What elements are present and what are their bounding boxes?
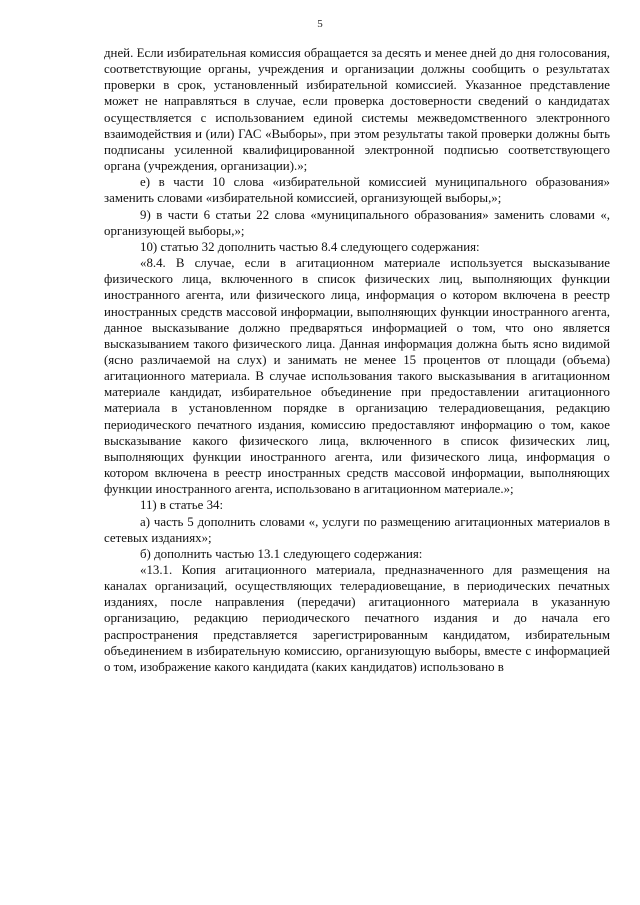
paragraph-item-9: 9) в части 6 статьи 22 слова «муниципального образования» заменить словами «, организующей выборы,»; [104, 207, 610, 238]
paragraph-item-b: б) дополнить частью 13.1 следующего содержания: [140, 546, 423, 561]
paragraph-continuation: дней. Если избирательная комиссия обращается за десять и менее дней до дня голосования, соответствующие органы, учреждения и организации должны сообщить о результатах проверки в срок, установленный избирательной комиссией. Указанное представление может не направляться в случае, если проверка достоверности сведений о кандидатах осуществляется с использованием единой системы межведомственного электронного взаимодействия и (или) ГАС «Выборы», при этом результаты такой проверки должны быть подписаны усиленной квалифицированной электронной подписью соответствующего органа (учреждения, организации).»; [104, 46, 610, 174]
document-body [104, 45, 610, 675]
paragraph-item-11: 11) в статье 34: [140, 498, 224, 513]
page-number: 5 [317, 18, 323, 30]
paragraph-part-8-4: «8.4. В случае, если в агитационном материале используется высказывание физического лица, включенного в список физических лиц, выполняющих функции иностранного агента, или физического лица, информация о котором включена в реестр иностранных средств массовой информации, выполняющих функции иностранного агента, данное высказывание должно предваряться информацией о том, что оно является высказыванием такого физического лица. Данная информация должна быть ясно видимой (ясно различаемой на слух) и занимать не менее 15 процентов от площади (объема) агитационного материала. В случае использования такого высказывания в агитационном материале кандидат, избирательное объединение при предоставлении агитационного материала в установленном порядке в организацию телерадиовещания, редакцию периодического печатного издания, комиссию предоставляют информацию о том, какое высказывание какого физического лица, включенного в список физических лиц, выполняющих функции иностранного агента, или физического лица, информация о котором включена в реестр иностранных средств массовой информации, выполняющих функции иностранного агента, использовано в агитационном материале.»; [104, 256, 610, 497]
paragraph-item-10: 10) статью 32 дополнить частью 8.4 следующего содержания: [140, 239, 480, 254]
paragraph-part-13-1: «13.1. Копия агитационного материала, предназначенного для размещения на каналах организаций, осуществляющих телерадиовещание, в периодических печатных изданиях, после направления (передачи) агитационного материала в указанную организацию, редакцию периодического печатного издания и до начала его распространения представляется зарегистрированным кандидатом, избирательным объединением в избирательную комиссию, организующую выборы, вместе с информацией о том, изображение какого кандидата (каких кандидатов) использовано в [104, 563, 610, 674]
paragraph-item-a: а) часть 5 дополнить словами «, услуги по размещению агитационных материалов в сетевых изданиях»; [104, 514, 610, 545]
paragraph-item-e: е) в части 10 слова «избирательной комиссией муниципального образования» заменить словами «избирательной комиссией, организующей выборы,»; [104, 175, 610, 206]
